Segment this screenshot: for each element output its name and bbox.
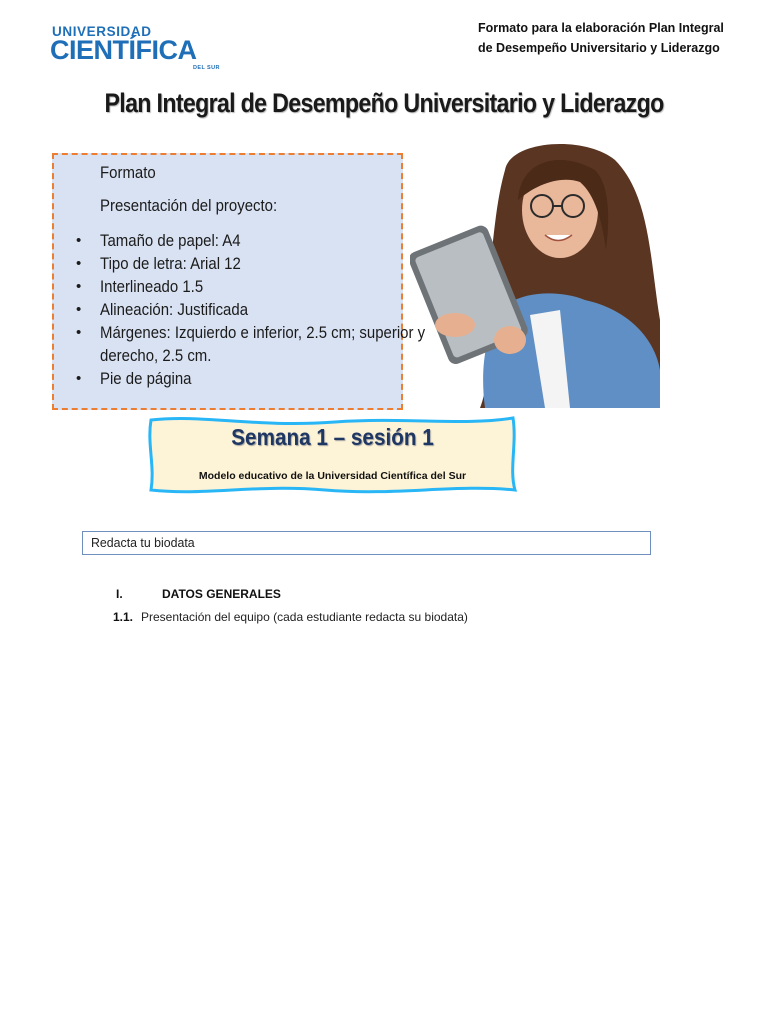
format-list-item: • Interlineado 1.5 — [76, 277, 204, 296]
hand-right — [494, 326, 526, 354]
bullet-icon: • — [76, 278, 82, 295]
header-format-line-1: Formato para la elaboración Plan Integral — [478, 21, 724, 35]
bullet-icon: • — [76, 301, 82, 318]
format-list-item-continuation: derecho, 2.5 cm. — [100, 346, 212, 365]
student-photo — [410, 140, 660, 408]
section-title: DATOS GENERALES — [162, 587, 281, 601]
format-list — [54, 229, 426, 390]
bullet-icon: • — [76, 255, 82, 272]
section-number: I. — [116, 587, 123, 601]
banner-title: Semana 1 – sesión 1 — [231, 424, 434, 450]
bullet-icon: • — [76, 232, 82, 249]
hand-left — [435, 313, 475, 337]
format-list-item: • Márgenes: Izquierdo e inferior, 2.5 cm; superior y — [76, 323, 426, 342]
logo-top-word: UNIVERSIDAD — [52, 24, 152, 39]
header-format-note — [478, 18, 748, 58]
subsection-number: 1.1. — [113, 610, 134, 624]
bullet-icon: • — [76, 370, 82, 387]
format-list-item: • Pie de página — [76, 369, 192, 388]
logo-main-word: CIENTÍFICA — [50, 35, 197, 65]
format-subheading: Presentación del proyecto: — [100, 196, 278, 215]
bullet-icon: • — [76, 324, 82, 341]
subsection-text: Presentación del equipo (cada estudiante redacta su biodata) — [141, 610, 468, 624]
logo-sub-word: DEL SUR — [193, 65, 220, 71]
university-logo — [50, 24, 230, 74]
header-format-line-2: de Desempeño Universitario y Liderazgo — [478, 41, 720, 55]
format-list-item: • Alineación: Justificada — [76, 300, 249, 319]
format-heading: Formato — [100, 163, 156, 182]
format-list-item: • Tipo de letra: Arial 12 — [76, 254, 241, 273]
biodata-field[interactable] — [82, 531, 651, 555]
banner-subtitle: Modelo educativo de la Universidad Científica del Sur — [198, 470, 467, 482]
format-box — [52, 153, 426, 410]
biodata-field-label: Redacta tu biodata — [91, 535, 195, 550]
page-title-text: Plan Integral de Desempeño Universitario y Liderazgo — [104, 88, 664, 118]
page-title — [0, 88, 768, 119]
format-list-item: • Tamaño de papel: A4 — [76, 231, 241, 250]
